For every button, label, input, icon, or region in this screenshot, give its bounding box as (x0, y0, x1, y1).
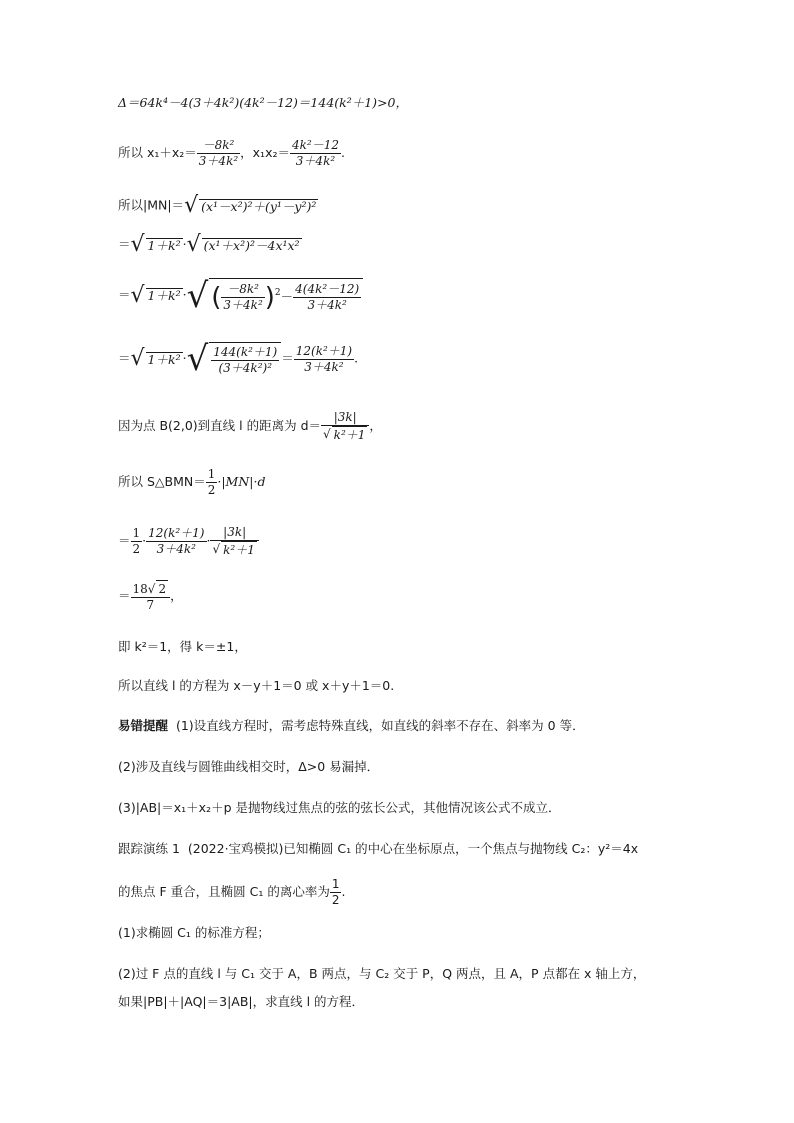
area-result: ＝ $\frac{18√ 2}{7}$ ， (118, 582, 183, 612)
exercise-line-1: 跟踪演练 1 (2022·宝鸡模拟)已知椭圆 C₁ 的中心在坐标原点，一个焦点与抛物线 C₂：y²＝4x (118, 841, 639, 856)
mn-step-3: ＝√ 1＋k² ·√ ( $\frac{\text{－8k²}}{\text{3＋4k²}}$ )$^2$－ $\frac{\text{4(4k²－12)}}{\text{3＋4k²}}$ (118, 278, 363, 313)
tip-1: 易错提醒 (1)设直线方程时，需考虑特殊直线，如直线的斜率不存在、斜率为 0 等． (118, 718, 585, 733)
question-1: (1)求椭圆 C₁ 的标准方程； (118, 925, 270, 940)
distance-line: 因为点 B(2,0)到直线 l 的距离为 d＝ $\frac{|3k|}{\text{√ k²＋1}}$ ， (118, 410, 382, 442)
vieta-line: 所以 x₁＋x₂＝ $\frac{\text{－8k²}}{\text{3＋4k²}}$ ，x₁x₂＝ $\frac{\text{4k²－12}}{\text{3＋4k²}}$ . (118, 138, 345, 168)
line-equation-line: 所以直线 l 的方程为 x－y＋1＝0 或 x＋y＋1＝0. (118, 678, 395, 693)
question-2-line-2: 如果|PB|＋|AQ|＝3|AB|，求直线 l 的方程． (118, 994, 365, 1009)
discriminant-line: Δ＝64k⁴－4(3＋4k²)(4k²－12)＝144(k²＋1)>0， (118, 95, 408, 110)
mn-step-4: ＝√ 1＋k² ·√ $\frac{\text{144(k²＋1)}}{\text{(3＋4k²)²}}$ ＝ $\frac{\text{12(k²＋1)}}{\text{3＋4k²}}$ . (118, 339, 359, 379)
tip-2: (2)涉及直线与圆锥曲线相交时，Δ>0 易漏掉． (118, 759, 380, 774)
mn-formula-line: 所以|MN|＝√ (x¹－x²)²＋(y¹－y²)² (118, 193, 317, 218)
distance-fraction: $\frac{|3k|}{\text{√ k²＋1}}$ (321, 410, 369, 443)
exercise-line-2: 的焦点 F 重合，且椭圆 C₁ 的离心率为 $\frac{1}{2}$ . (118, 877, 346, 907)
distance-text: 因为点 B(2,0)到直线 l 的距离为 d＝ (118, 418, 322, 433)
sum-prefix: 所以 x₁＋x₂＝ (118, 145, 197, 160)
sum-fraction: $\frac{\text{－8k²}}{\text{3＋4k²}}$ (198, 138, 239, 168)
tip-3: (3)|AB|＝x₁＋x₂＋p 是抛物线过焦点的弦的弦长公式，其他情况该公式不成立． (118, 800, 561, 815)
mn-step-2: ＝√ 1＋k² ·√ (x¹＋x²)²－4x¹x² (118, 232, 300, 257)
mn-radicand: (x¹－x²)²＋(y¹－y²)² (201, 198, 317, 214)
area-line: 所以 S△BMN＝ $\frac{1}{2}$ ·|MN|·d (118, 467, 266, 497)
tip-label: 易错提醒 (118, 718, 169, 733)
prod-fraction: $\frac{\text{4k²－12}}{\text{3＋4k²}}$ (291, 138, 339, 168)
question-2-line-1: (2)过 F 点的直线 l 与 C₁ 交于 A，B 两点，与 C₂ 交于 P，Q 两点，且 A，P 点都在 x 轴上方， (118, 966, 646, 981)
exercise-label: 跟踪演练 1 (118, 841, 180, 856)
mn-prefix: 所以|MN|＝ (118, 197, 185, 213)
area-prefix: 所以 S△BMN＝ (118, 474, 206, 489)
area-step-2: ＝ $\frac{1}{2}$ · $\frac{\text{12(k²＋1)}}{\text{3＋4k²}}$ · $\frac{|3k|}{\text{√ k²＋1}}$ (118, 525, 259, 558)
k-solution-line: 即 k²＝1，得 k＝±1， (118, 639, 247, 654)
prod-mid: ，x₁x₂＝ (240, 145, 290, 160)
